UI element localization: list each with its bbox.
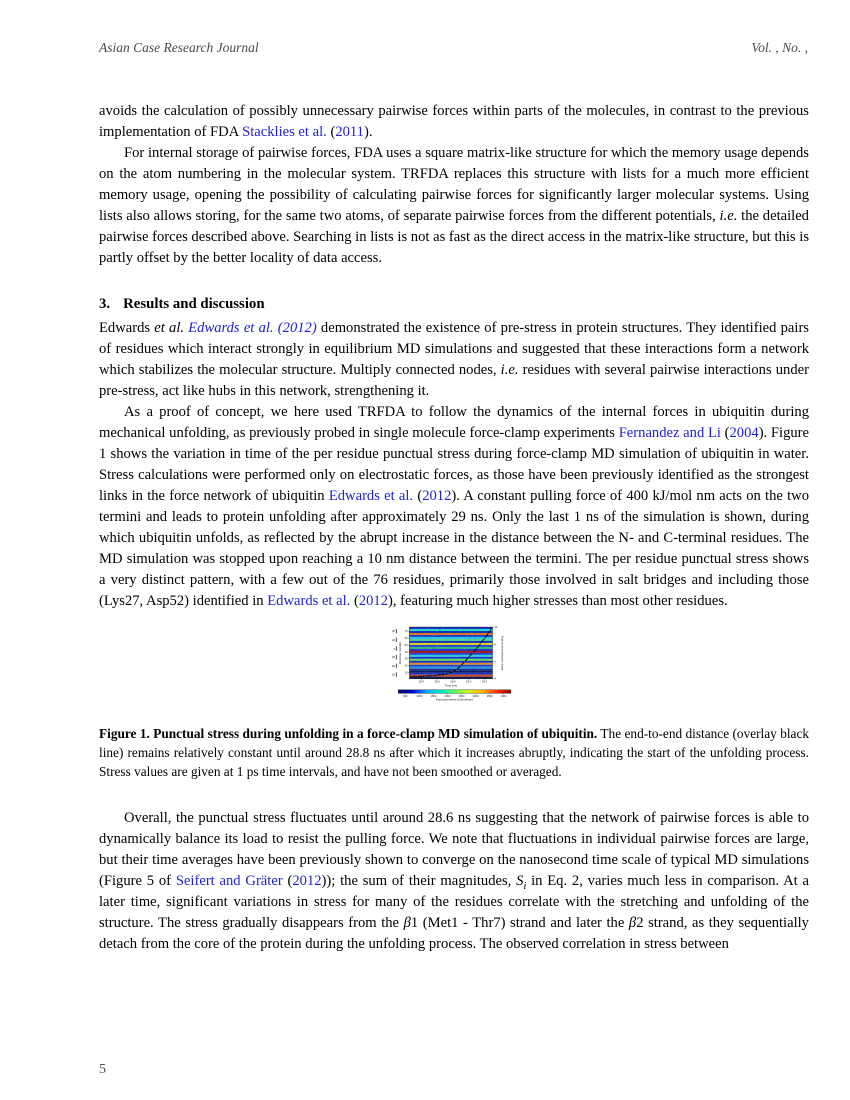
text-run: ). Figure 1 shows the variation in time of the per residue punctual stress during force-clamp MD simulation of ubiquitin in water. Stress calculations were performed only on electrostatic forces, as those have been previously identified as the strongest links in the force network of ubiquitin	[99, 425, 810, 504]
svg-text:28.4: 28.4	[418, 680, 424, 684]
text-run: demonstrated the existence of pre-stress in protein structures. They identified pairs of residues which interact strongly in equilibrium MD simulations and suggested that these interactions form a network which stabilizes the molecular structure. Multiply connected nodes,	[99, 320, 809, 378]
section-heading	[99, 294, 809, 315]
svg-text:1000: 1000	[415, 694, 422, 698]
citation-link[interactable]: Fernandez and Li	[618, 425, 721, 441]
svg-text:End-to-end distance (nm): End-to-end distance (nm)	[500, 635, 505, 670]
text-run: the detailed pairwise forces described above. Searching in lists is not as fast as the direct access in the matrix-like structure, but this is partly offset by the better locality of data access.	[99, 208, 809, 266]
text-run: 1 (Met1 - Thr7) strand and later the	[410, 915, 629, 931]
text-run: )); the sum of their magnitudes,	[321, 873, 517, 889]
citation-link[interactable]: 2011	[335, 124, 364, 140]
svg-text:28.8: 28.8	[449, 680, 455, 684]
text-run: For internal storage of pairwise forces, FDA uses a square matrix-like structure for which the memory usage depends on the atom numbering in the molecular system. TRFDA replaces this structure with lists for a much more efficient memory usage, opening the possibility of calculating pairwise forces for significantly larger molecular systems. Using lists also allows storing, for the same two atoms, of separate pairwise forces from the different potentials,	[99, 145, 809, 224]
body-paragraph-1	[99, 101, 809, 143]
text-run: in Eq. 2, varies much less in comparison. At a later time, significant variations in stress for many of the residues correlate with the stretching and unfolding of the structure. The stress gradually disappears from the	[99, 873, 809, 931]
svg-text:10: 10	[493, 626, 497, 630]
citation-link[interactable]: 2012	[422, 488, 452, 504]
text-run: (	[350, 593, 359, 609]
svg-text:4: 4	[493, 677, 496, 681]
svg-text:30: 30	[404, 657, 408, 661]
svg-text:28.6: 28.6	[434, 680, 440, 684]
figure-1-chart	[390, 624, 519, 703]
article-body	[99, 101, 809, 955]
svg-text:70: 70	[404, 630, 408, 634]
text-run: et al.	[154, 320, 185, 336]
body-paragraph-5	[99, 808, 809, 955]
svg-text:Punctual stress (kJ/mol/nm): Punctual stress (kJ/mol/nm)	[435, 697, 473, 702]
text-run: β	[628, 915, 637, 931]
citation-link[interactable]: Seifert and Gräter	[175, 873, 283, 889]
svg-text:α: α	[392, 647, 395, 651]
text-run: Figure 1. Punctual stress during unfolding in a force-clamp MD simulation of ubiquitin.	[99, 726, 598, 741]
section-number: 3.	[99, 296, 111, 312]
svg-text:60: 60	[404, 637, 408, 641]
svg-text:1500: 1500	[429, 694, 436, 698]
svg-text:β4: β4	[391, 638, 395, 642]
svg-text:29.2: 29.2	[481, 680, 487, 684]
text-run: i	[523, 880, 527, 892]
svg-text:10: 10	[404, 671, 408, 675]
citation-link[interactable]: Stacklies et al.	[242, 124, 327, 140]
page-number: 5	[99, 1062, 106, 1077]
svg-text:Residue number: Residue number	[397, 641, 402, 664]
text-run: ). A constant pulling force of 400 kJ/mol nm acts on the two termini and leads to protein unfolding after approximately 29 ns. Only the last 1 ns of the simulation is shown, during which ubiquitin unfolds, as reflected by the abrupt increase in the distance between the N- and C-terminal residues. The MD simulation was stopped upon reaching a 10 nm distance between the termini. The per residue punctual stress shows a very distinct pattern, with a few out of the 76 residues, primarily those involved in salt bridges and including those (Lys27, Asp52) identified in	[99, 488, 809, 609]
svg-text:β2: β2	[391, 664, 395, 668]
citation-link[interactable]: Edwards et al. (2012)	[188, 320, 317, 336]
journal-name: Asian Case Research Journal	[99, 40, 259, 55]
svg-text:40: 40	[404, 650, 408, 654]
text-run: ), featuring much higher stresses than most other residues.	[388, 593, 728, 609]
running-header	[99, 40, 808, 56]
citation-link[interactable]: Edwards et al.	[328, 488, 414, 504]
svg-text:Time (ns): Time (ns)	[444, 683, 457, 688]
citation-link[interactable]: 2004	[729, 425, 759, 441]
body-paragraph-4	[99, 402, 809, 612]
issue-info: Vol. , No. ,	[751, 40, 808, 55]
body-paragraph-2	[99, 143, 809, 269]
svg-text:β3: β3	[391, 656, 395, 660]
text-run: residues with several pairwise interactions under pre-stress, act like hubs in this network, strengthening it.	[99, 362, 809, 399]
text-run: avoids the calculation of possibly unnecessary pairwise forces within parts of the molecules, in contrast to the previous implementation of FDA	[99, 103, 809, 140]
text-run: S	[516, 873, 524, 889]
text-run: 2 strand, as they sequentially detach from the core of the protein during the unfolding process. The observed correlation in stress between	[99, 915, 809, 952]
svg-text:3000: 3000	[472, 694, 479, 698]
figure-1-caption	[99, 724, 809, 781]
svg-text:3500: 3500	[486, 694, 493, 698]
svg-text:29.0: 29.0	[465, 680, 471, 684]
citation-link[interactable]: 2012	[358, 593, 389, 609]
text-run: (	[282, 873, 293, 889]
text-run: (	[413, 488, 423, 504]
svg-text:2000: 2000	[444, 694, 450, 698]
svg-text:500: 500	[402, 694, 408, 698]
text-run: The end-to-end distance (overlay black line) remains relatively constant until around 28.8 ns after which it increases abruptly, indicating the start of the unfolding process. Stress values are given at 1 ps time intervals, and have not been smoothed or averaged.	[99, 726, 810, 779]
text-run: (	[720, 425, 730, 441]
text-run: Overall, the punctual stress fluctuates until around 28.6 ns suggesting that the network of pairwise forces is able to dynamically balance its load to resist the pulling force. We note that fluctuations in individual pairwise forces are large, but their time averages have been previously shown to converge on the nanosecond time scale of typical MD simulations (Figure 5 of	[99, 810, 809, 889]
citation-link[interactable]: 2012	[292, 873, 322, 889]
text-run: Edwards	[99, 320, 155, 336]
svg-text:β1: β1	[391, 673, 395, 677]
text-run: β	[403, 915, 411, 931]
svg-text:50: 50	[404, 643, 408, 647]
body-paragraph-3	[99, 318, 809, 402]
svg-text:β5: β5	[391, 630, 395, 634]
text-run: As a proof of concept, we here used TRFDA to follow the dynamics of the internal forces in ubiquitin during mechanical unfolding, as previously probed in single molecule force-clamp experiments	[99, 404, 809, 441]
text-run: (	[326, 124, 336, 140]
svg-text:4000: 4000	[500, 694, 507, 698]
figure-1	[99, 624, 809, 710]
text-run: ).	[363, 124, 373, 140]
text-run: i.e.	[500, 362, 519, 378]
text-run: i.e.	[719, 208, 738, 224]
section-title: Results and discussion	[123, 296, 265, 312]
svg-text:20: 20	[404, 664, 408, 668]
citation-link[interactable]: Edwards et al.	[267, 593, 351, 609]
svg-text:6: 6	[493, 660, 496, 664]
svg-text:8: 8	[493, 643, 496, 647]
svg-text:2500: 2500	[458, 694, 464, 698]
